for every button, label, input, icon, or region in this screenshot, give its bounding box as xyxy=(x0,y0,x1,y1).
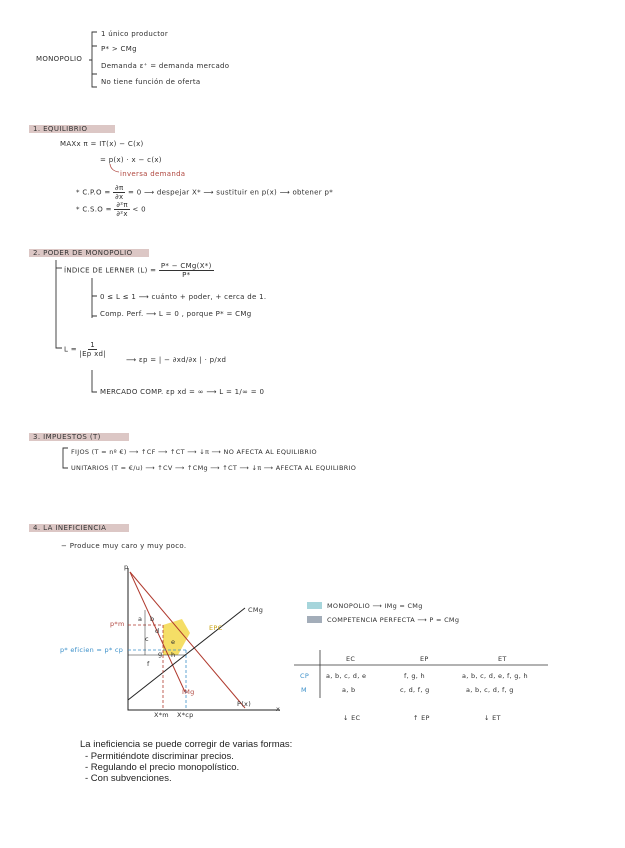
area-e: e xyxy=(171,638,176,646)
legend-monopolio: MONOPOLIO ⟶ IMg = CMg xyxy=(327,602,423,610)
x-axis-label: x xyxy=(276,705,281,713)
impuestos-fijos: FIJOS (T = nº €) ⟶ ↑CF ⟶ ↑CT ⟶ ↓π ⟶ NO AFECTA AL EQUILIBRIO xyxy=(71,448,317,456)
pm-label: p*m xyxy=(110,620,125,628)
elasticity-formula: ⟶ εp = | − ∂xd/∂x | · p/xd xyxy=(126,356,227,364)
conclusion-intro: La ineficiencia se puede corregir de varias formas: xyxy=(80,739,293,750)
table-header-et: ET xyxy=(498,655,507,663)
xcp-label: X*cp xyxy=(177,711,194,719)
footer-ep: ↑ EP xyxy=(413,714,430,722)
lerner-range: 0 ≤ L ≤ 1 ⟶ cuánto + poder, + cerca de 1. xyxy=(100,293,267,301)
legend-swatch-competencia xyxy=(307,616,322,623)
inverse-demand-note: inversa demanda xyxy=(120,170,186,178)
legend-competencia: COMPETENCIA PERFECTA ⟶ P = CMg xyxy=(327,616,460,624)
table-header-ep: EP xyxy=(420,655,429,663)
cpo-den: ∂x xyxy=(115,193,124,201)
lerner-prefix: ÍNDICE DE LERNER (L) = xyxy=(64,266,157,275)
cp-ep: f, g, h xyxy=(404,672,425,680)
l-prefix: L = xyxy=(64,345,77,354)
cso-line xyxy=(76,201,146,218)
cpo-rest: = 0 ⟶ despejar X* ⟶ sustituir en p(x) ⟶ obtener p* xyxy=(128,188,334,197)
section-title-equilibrio: 1. EQUILIBRIO xyxy=(29,125,115,133)
cso-prefix: * C.S.O = xyxy=(76,205,112,214)
conclusion-item-2: - Regulando el precio monopolístico. xyxy=(85,762,240,773)
epc-label: EPC xyxy=(209,624,223,632)
conclusion-item-1: - Permitiéndote discriminar precios. xyxy=(85,751,234,762)
lerner-line xyxy=(64,262,214,279)
img-label: IMg xyxy=(182,688,195,696)
monopolio-item-3: Demanda ε⁺ = demanda mercado xyxy=(101,62,230,70)
cpo-line xyxy=(76,184,333,201)
area-d: d xyxy=(155,627,160,635)
section-title-ineficiencia: 4. LA INEFICIENCIA xyxy=(29,524,129,532)
row-label-cp: CP xyxy=(300,672,310,680)
lerner-elasticity xyxy=(64,341,106,358)
conclusion-item-3: - Con subvenciones. xyxy=(85,773,172,784)
footer-et: ↓ ET xyxy=(484,714,501,722)
deadweight-loss-area xyxy=(163,619,190,655)
table-header-ec: EC xyxy=(346,655,356,663)
m-ep: c, d, f, g xyxy=(400,686,430,694)
monopolio-bracket xyxy=(88,30,100,90)
monopolio-item-4: No tiene función de oferta xyxy=(101,78,201,86)
monopolio-item-2: P* > CMg xyxy=(101,45,137,53)
l-fraction xyxy=(79,341,106,358)
section-title-impuestos: 3. IMPUESTOS (T) xyxy=(29,433,129,441)
cpo-num: ∂π xyxy=(115,184,124,192)
poder-brackets xyxy=(52,258,112,398)
pcp-label: p* eficien = p* cp xyxy=(60,646,124,654)
diagram-axes xyxy=(128,568,280,710)
xm-label: X*m xyxy=(154,711,169,719)
mercado-competitivo: MERCADO COMP. εp xd = ∞ ⟶ L = 1/∞ = 0 xyxy=(100,388,265,396)
equilibrio-line-1: MAXx π = IT(x) − C(x) xyxy=(60,140,144,148)
produce-note: − Produce muy caro y muy poco. xyxy=(61,542,187,550)
cso-fraction xyxy=(114,201,130,218)
lerner-den: P* xyxy=(182,271,191,279)
cso-num: ∂²π xyxy=(116,201,128,209)
l-den: |Ep xd| xyxy=(79,350,106,358)
area-c: c xyxy=(145,635,149,643)
p-axis-label: p xyxy=(124,563,129,571)
cso-den: ∂²x xyxy=(116,210,128,218)
footer-ec: ↓ EC xyxy=(343,714,361,722)
monopolio-item-1: 1 único productor xyxy=(101,30,169,38)
px-label: P(x) xyxy=(237,700,252,708)
cp-ec: a, b, c, d, e xyxy=(326,672,367,680)
area-a: a xyxy=(138,615,143,623)
monopolio-label: MONOPOLIO xyxy=(36,55,83,63)
area-b: b xyxy=(150,615,155,623)
cmg-curve xyxy=(128,608,245,700)
cso-rest: < 0 xyxy=(132,205,146,214)
impuestos-unitarios: UNITARIOS (T = €/u) ⟶ ↑CV ⟶ ↑CMg ⟶ ↑CT ⟶ ↓π ⟶ AFECTA AL EQUILIBRIO xyxy=(71,464,357,472)
section-title-poder: 2. PODER DE MONOPOLIO xyxy=(29,249,149,257)
lerner-comp-perf: Comp. Perf. ⟶ L = 0 , porque P* = CMg xyxy=(100,310,252,318)
l-num: 1 xyxy=(90,341,96,349)
cmg-label: CMg xyxy=(248,606,264,614)
cpo-prefix: * C.P.O = xyxy=(76,188,111,197)
equilibrio-line-2: = p(x) · x − c(x) xyxy=(100,156,162,164)
row-label-m: M xyxy=(301,686,307,694)
area-f: f xyxy=(147,660,150,668)
m-et: a, b, c, d, f, g xyxy=(466,686,514,694)
lerner-fraction xyxy=(159,262,214,279)
m-ec: a, b xyxy=(342,686,356,694)
lerner-num: P* − CMg(X*) xyxy=(160,262,212,270)
area-g: g xyxy=(158,650,163,658)
cp-et: a, b, c, d, e, f, g, h xyxy=(462,672,528,680)
legend-swatch-monopolio xyxy=(307,602,322,609)
cpo-fraction xyxy=(113,184,125,201)
area-h: h xyxy=(171,651,176,659)
